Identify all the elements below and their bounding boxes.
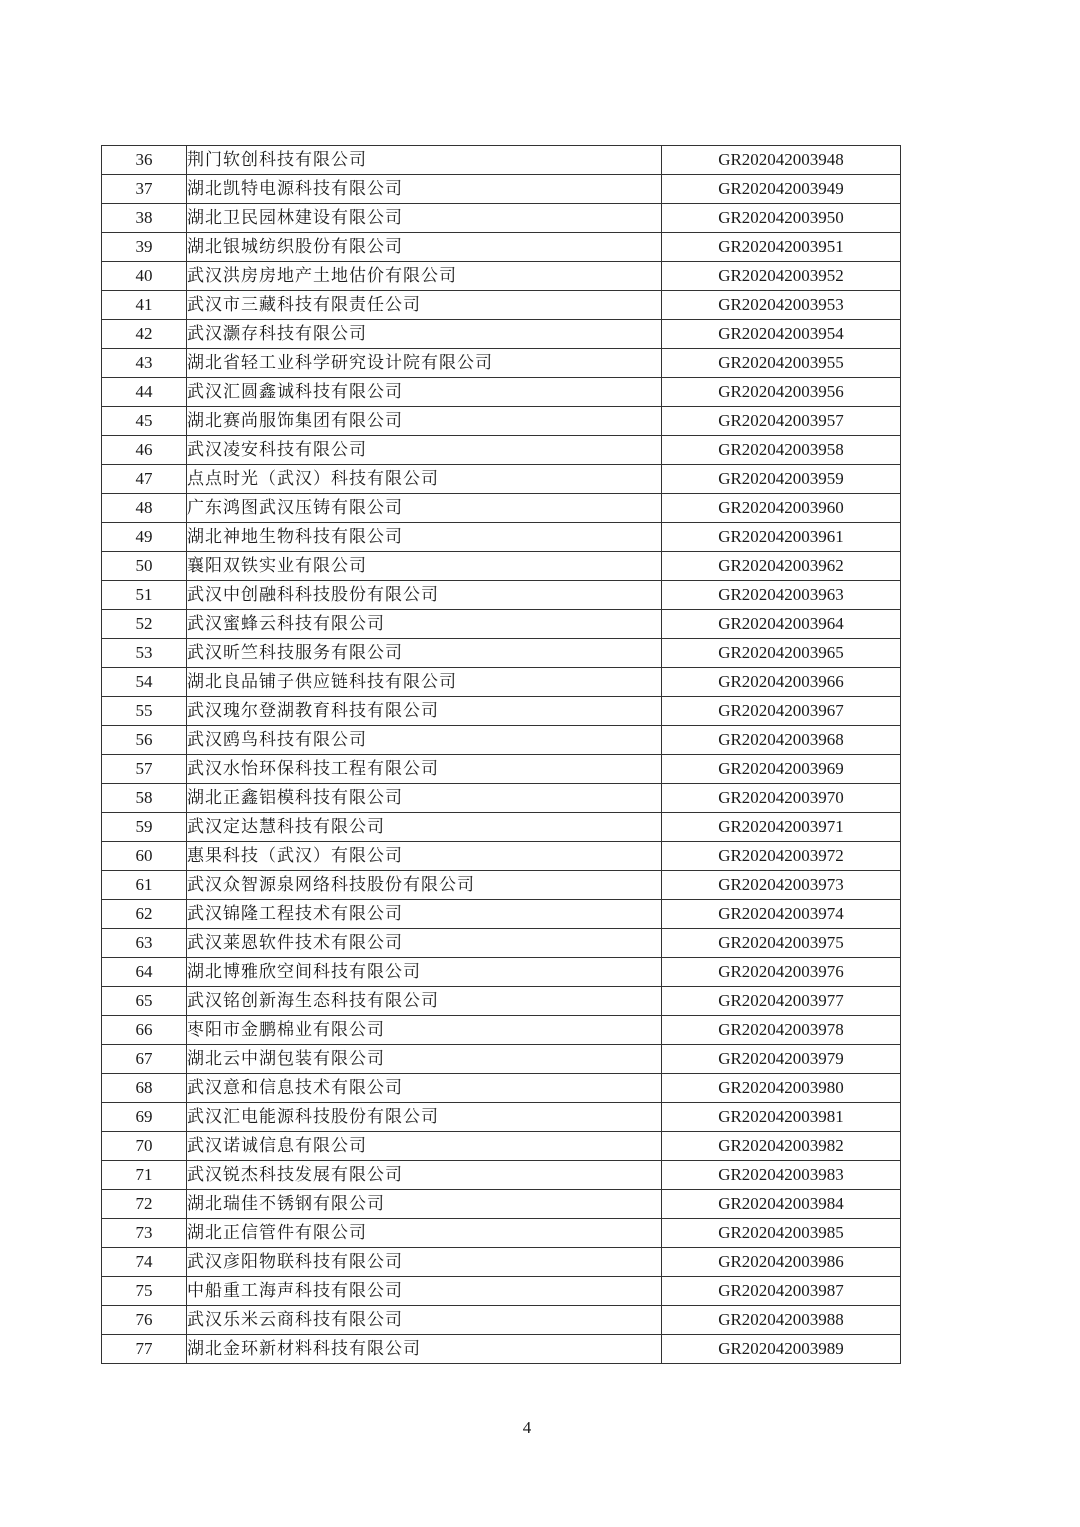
company-name: 湖北博雅欣空间科技有限公司 <box>187 958 662 987</box>
certificate-code: GR202042003985 <box>662 1219 901 1248</box>
row-number: 62 <box>102 900 187 929</box>
certificate-code: GR202042003975 <box>662 929 901 958</box>
row-number: 51 <box>102 581 187 610</box>
table-row <box>102 1335 901 1364</box>
row-number: 76 <box>102 1306 187 1335</box>
certificate-code: GR202042003984 <box>662 1190 901 1219</box>
certificate-code: GR202042003988 <box>662 1306 901 1335</box>
company-name: 武汉众智源泉网络科技股份有限公司 <box>187 871 662 900</box>
row-number: 58 <box>102 784 187 813</box>
company-name: 武汉市三藏科技有限责任公司 <box>187 291 662 320</box>
row-number: 77 <box>102 1335 187 1364</box>
row-number: 42 <box>102 320 187 349</box>
certificate-code: GR202042003958 <box>662 436 901 465</box>
table-row <box>102 1045 901 1074</box>
certificate-code: GR202042003964 <box>662 610 901 639</box>
company-name: 武汉莱恩软件技术有限公司 <box>187 929 662 958</box>
row-number: 74 <box>102 1248 187 1277</box>
company-name: 武汉定达慧科技有限公司 <box>187 813 662 842</box>
certificate-code: GR202042003963 <box>662 581 901 610</box>
certificate-code: GR202042003950 <box>662 204 901 233</box>
certificate-code: GR202042003986 <box>662 1248 901 1277</box>
table-row <box>102 262 901 291</box>
company-name: 武汉洪房房地产土地估价有限公司 <box>187 262 662 291</box>
table-row <box>102 378 901 407</box>
row-number: 40 <box>102 262 187 291</box>
row-number: 64 <box>102 958 187 987</box>
table-body <box>102 146 901 1364</box>
table-row <box>102 349 901 378</box>
certificate-code: GR202042003962 <box>662 552 901 581</box>
row-number: 61 <box>102 871 187 900</box>
table-row <box>102 1016 901 1045</box>
table-row <box>102 233 901 262</box>
certificate-code: GR202042003972 <box>662 842 901 871</box>
company-name: 武汉蜜蜂云科技有限公司 <box>187 610 662 639</box>
row-number: 66 <box>102 1016 187 1045</box>
row-number: 63 <box>102 929 187 958</box>
table-row <box>102 552 901 581</box>
table-row <box>102 1190 901 1219</box>
company-name: 武汉瑰尔登湖教育科技有限公司 <box>187 697 662 726</box>
certificate-code: GR202042003968 <box>662 726 901 755</box>
company-name: 武汉铭创新海生态科技有限公司 <box>187 987 662 1016</box>
company-name: 武汉诺诚信息有限公司 <box>187 1132 662 1161</box>
table-row <box>102 610 901 639</box>
row-number: 68 <box>102 1074 187 1103</box>
row-number: 50 <box>102 552 187 581</box>
row-number: 59 <box>102 813 187 842</box>
certificate-code: GR202042003971 <box>662 813 901 842</box>
certificate-code: GR202042003970 <box>662 784 901 813</box>
company-name: 湖北正信管件有限公司 <box>187 1219 662 1248</box>
table-row <box>102 291 901 320</box>
row-number: 71 <box>102 1161 187 1190</box>
certificate-code: GR202042003949 <box>662 175 901 204</box>
certificate-code: GR202042003983 <box>662 1161 901 1190</box>
company-name: 中船重工海声科技有限公司 <box>187 1277 662 1306</box>
company-name: 点点时光（武汉）科技有限公司 <box>187 465 662 494</box>
company-name: 武汉乐米云商科技有限公司 <box>187 1306 662 1335</box>
table-row <box>102 1306 901 1335</box>
row-number: 70 <box>102 1132 187 1161</box>
table-row <box>102 320 901 349</box>
table-row <box>102 581 901 610</box>
table-row <box>102 407 901 436</box>
certificate-code: GR202042003959 <box>662 465 901 494</box>
table-row <box>102 1248 901 1277</box>
table-row <box>102 1219 901 1248</box>
table-row <box>102 1103 901 1132</box>
table-row <box>102 146 901 175</box>
certificate-code: GR202042003980 <box>662 1074 901 1103</box>
certificate-code: GR202042003954 <box>662 320 901 349</box>
table-row <box>102 465 901 494</box>
certificate-code: GR202042003978 <box>662 1016 901 1045</box>
row-number: 39 <box>102 233 187 262</box>
company-name: 湖北金环新材料科技有限公司 <box>187 1335 662 1364</box>
row-number: 73 <box>102 1219 187 1248</box>
table-row <box>102 204 901 233</box>
row-number: 36 <box>102 146 187 175</box>
company-name: 武汉昕竺科技服务有限公司 <box>187 639 662 668</box>
row-number: 72 <box>102 1190 187 1219</box>
row-number: 54 <box>102 668 187 697</box>
certificate-code: GR202042003952 <box>662 262 901 291</box>
company-name: 湖北卫民园林建设有限公司 <box>187 204 662 233</box>
certificate-code: GR202042003951 <box>662 233 901 262</box>
table-row <box>102 175 901 204</box>
row-number: 56 <box>102 726 187 755</box>
table-row <box>102 494 901 523</box>
row-number: 47 <box>102 465 187 494</box>
company-name: 湖北神地生物科技有限公司 <box>187 523 662 552</box>
certificate-code: GR202042003966 <box>662 668 901 697</box>
table-row <box>102 900 901 929</box>
certificate-code: GR202042003981 <box>662 1103 901 1132</box>
company-name: 广东鸿图武汉压铸有限公司 <box>187 494 662 523</box>
row-number: 52 <box>102 610 187 639</box>
certificate-code: GR202042003953 <box>662 291 901 320</box>
row-number: 38 <box>102 204 187 233</box>
company-name: 武汉锐杰科技发展有限公司 <box>187 1161 662 1190</box>
table-row <box>102 523 901 552</box>
company-name: 湖北正鑫铝模科技有限公司 <box>187 784 662 813</box>
certificate-code: GR202042003948 <box>662 146 901 175</box>
certificate-code: GR202042003987 <box>662 1277 901 1306</box>
company-name: 武汉意和信息技术有限公司 <box>187 1074 662 1103</box>
table-row <box>102 668 901 697</box>
certificate-code: GR202042003989 <box>662 1335 901 1364</box>
row-number: 44 <box>102 378 187 407</box>
company-name: 湖北良品铺子供应链科技有限公司 <box>187 668 662 697</box>
certificate-code: GR202042003979 <box>662 1045 901 1074</box>
row-number: 65 <box>102 987 187 1016</box>
row-number: 48 <box>102 494 187 523</box>
row-number: 45 <box>102 407 187 436</box>
company-name: 惠果科技（武汉）有限公司 <box>187 842 662 871</box>
table-row <box>102 842 901 871</box>
row-number: 46 <box>102 436 187 465</box>
company-name: 荆门软创科技有限公司 <box>187 146 662 175</box>
table-row <box>102 813 901 842</box>
company-name: 枣阳市金鹏棉业有限公司 <box>187 1016 662 1045</box>
company-name: 武汉鸥鸟科技有限公司 <box>187 726 662 755</box>
table-row <box>102 784 901 813</box>
certificate-code: GR202042003957 <box>662 407 901 436</box>
table-row <box>102 755 901 784</box>
table-row <box>102 929 901 958</box>
company-name: 武汉中创融科科技股份有限公司 <box>187 581 662 610</box>
certificate-code: GR202042003982 <box>662 1132 901 1161</box>
row-number: 75 <box>102 1277 187 1306</box>
company-name: 湖北云中湖包装有限公司 <box>187 1045 662 1074</box>
table-row <box>102 1132 901 1161</box>
certificate-code: GR202042003977 <box>662 987 901 1016</box>
page-number: 4 <box>522 1418 532 1437</box>
table-row <box>102 1277 901 1306</box>
company-name: 湖北银城纺织股份有限公司 <box>187 233 662 262</box>
certificate-code: GR202042003973 <box>662 871 901 900</box>
table-row <box>102 1074 901 1103</box>
row-number: 57 <box>102 755 187 784</box>
company-name: 襄阳双铁实业有限公司 <box>187 552 662 581</box>
company-list-table <box>101 145 901 1364</box>
certificate-code: GR202042003955 <box>662 349 901 378</box>
certificate-code: GR202042003961 <box>662 523 901 552</box>
company-name: 武汉灏存科技有限公司 <box>187 320 662 349</box>
certificate-code: GR202042003956 <box>662 378 901 407</box>
row-number: 53 <box>102 639 187 668</box>
row-number: 55 <box>102 697 187 726</box>
company-name: 湖北赛尚服饰集团有限公司 <box>187 407 662 436</box>
certificate-code: GR202042003974 <box>662 900 901 929</box>
company-name: 武汉锦隆工程技术有限公司 <box>187 900 662 929</box>
table-row <box>102 697 901 726</box>
company-name: 武汉汇电能源科技股份有限公司 <box>187 1103 662 1132</box>
certificate-code: GR202042003965 <box>662 639 901 668</box>
company-name: 武汉水怡环保科技工程有限公司 <box>187 755 662 784</box>
certificate-code: GR202042003976 <box>662 958 901 987</box>
certificate-code: GR202042003967 <box>662 697 901 726</box>
table-row <box>102 987 901 1016</box>
company-name: 武汉彦阳物联科技有限公司 <box>187 1248 662 1277</box>
row-number: 60 <box>102 842 187 871</box>
row-number: 37 <box>102 175 187 204</box>
row-number: 41 <box>102 291 187 320</box>
company-name: 湖北凯特电源科技有限公司 <box>187 175 662 204</box>
row-number: 69 <box>102 1103 187 1132</box>
table-row <box>102 958 901 987</box>
company-name: 湖北瑞佳不锈钢有限公司 <box>187 1190 662 1219</box>
row-number: 67 <box>102 1045 187 1074</box>
table-row <box>102 1161 901 1190</box>
company-name: 武汉汇圆鑫诚科技有限公司 <box>187 378 662 407</box>
row-number: 43 <box>102 349 187 378</box>
table-row <box>102 639 901 668</box>
certificate-code: GR202042003960 <box>662 494 901 523</box>
certificate-code: GR202042003969 <box>662 755 901 784</box>
company-name: 武汉凌安科技有限公司 <box>187 436 662 465</box>
row-number: 49 <box>102 523 187 552</box>
table-row <box>102 871 901 900</box>
company-name: 湖北省轻工业科学研究设计院有限公司 <box>187 349 662 378</box>
table-row <box>102 436 901 465</box>
table-row <box>102 726 901 755</box>
